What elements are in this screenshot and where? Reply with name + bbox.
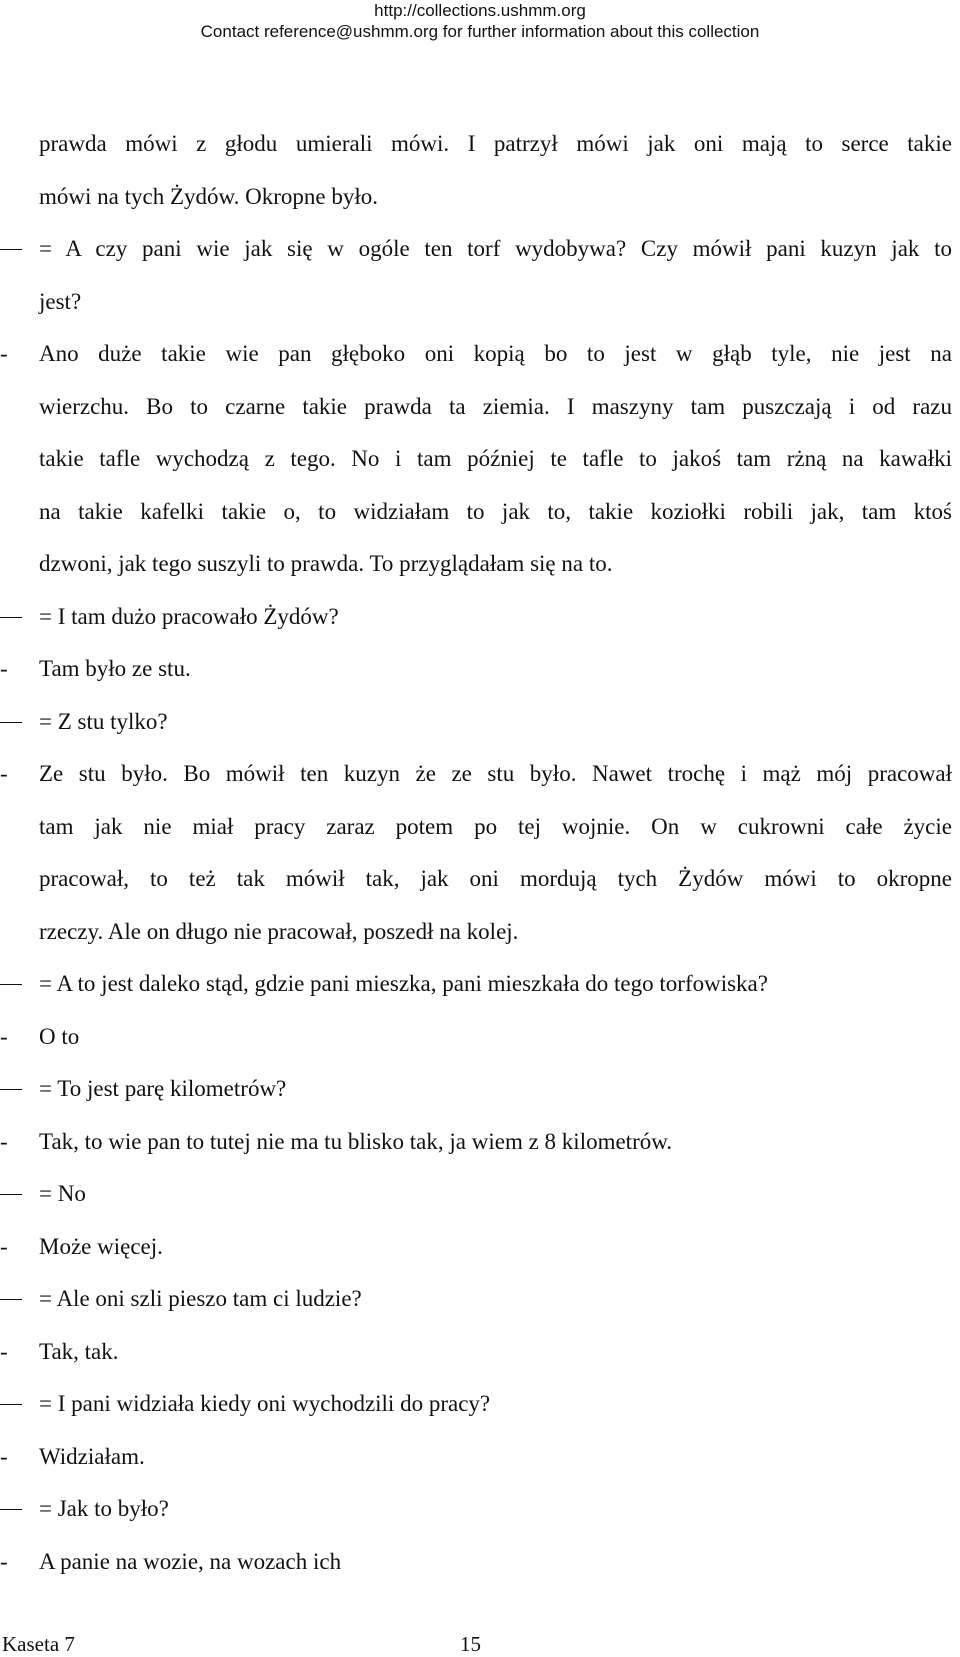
transcript-line bbox=[0, 276, 960, 329]
transcript-body bbox=[0, 118, 960, 1588]
question-dash-marker bbox=[0, 722, 22, 723]
transcript-line bbox=[0, 801, 960, 854]
transcript-line-text: = I tam dużo pracowało Żydów? bbox=[39, 603, 339, 629]
transcript-line-text: = Jak to było? bbox=[39, 1496, 169, 1521]
transcript-line bbox=[0, 223, 960, 276]
answer-dash-marker: - bbox=[0, 341, 8, 366]
transcript-line-text: wierzchu. Bo to czarne takie prawda ta ziemia. I maszyny tam puszczają i od razu bbox=[39, 393, 952, 419]
transcript-line-text: Ano duże takie wie pan głęboko oni kopią bo to jest w głąb tyle, nie jest na bbox=[39, 341, 952, 366]
transcript-line bbox=[0, 1378, 960, 1431]
transcript-line-text: dzwoni, jak tego suszyli to prawda. To przyglądałam się na to. bbox=[39, 551, 613, 576]
transcript-line bbox=[0, 643, 960, 696]
transcript-line bbox=[0, 328, 960, 381]
transcript-line-text: Tak, to wie pan to tutej nie ma tu blisko tak, ja wiem z 8 kilometrów. bbox=[39, 1128, 673, 1154]
transcript-line bbox=[0, 538, 960, 591]
transcript-line bbox=[0, 433, 960, 486]
transcript-line bbox=[0, 1326, 960, 1379]
transcript-line bbox=[0, 486, 960, 539]
transcript-line-text: na takie kafelki takie o, to widziałam to jak to, takie koziołki robili jak, tam ktoś bbox=[39, 498, 952, 524]
transcript-line-text: takie tafle wychodzą z tego. No i tam później te tafle to jakoś tam rżną na kawałki bbox=[39, 446, 952, 471]
transcript-line bbox=[0, 1431, 960, 1484]
transcript-line-text: = To jest parę kilometrów? bbox=[39, 1076, 287, 1101]
transcript-line bbox=[0, 118, 960, 171]
tape-label: Kaseta 7 bbox=[2, 1632, 75, 1656]
transcript-line bbox=[0, 1116, 960, 1169]
transcript-line-text: A panie na wozie, na wozach ich bbox=[39, 1548, 342, 1574]
answer-dash-marker: - bbox=[0, 761, 8, 786]
question-dash-marker bbox=[0, 1299, 22, 1300]
transcript-line bbox=[0, 958, 960, 1011]
transcript-line-text: Widziałam. bbox=[39, 1443, 145, 1469]
transcript-line-text: tam jak nie miał pracy zaraz potem po tej wojnie. On w cukrowni całe życie bbox=[39, 813, 952, 839]
answer-dash-marker: - bbox=[0, 1338, 8, 1364]
transcript-line-text: Tak, tak. bbox=[39, 1338, 119, 1364]
question-dash-marker bbox=[0, 1404, 22, 1405]
transcript-line-text: Może więcej. bbox=[39, 1233, 163, 1259]
transcript-line bbox=[0, 696, 960, 749]
question-dash-marker bbox=[0, 1089, 22, 1090]
transcript-line-text: = I pani widziała kiedy oni wychodzili do pracy? bbox=[39, 1391, 491, 1416]
transcript-line-text: O to bbox=[39, 1023, 80, 1049]
question-dash-marker bbox=[0, 617, 22, 618]
transcript-line-text: mówi na tych Żydów. Okropne było. bbox=[39, 183, 378, 209]
question-dash-marker bbox=[0, 984, 22, 985]
question-dash-marker bbox=[0, 249, 22, 250]
transcript-line bbox=[0, 1273, 960, 1326]
transcript-line bbox=[0, 1221, 960, 1274]
answer-dash-marker: - bbox=[0, 1128, 8, 1154]
transcript-line-text: = Z stu tylko? bbox=[39, 708, 168, 734]
transcript-line-text: rzeczy. Ale on długo nie pracował, poszedł na kolej. bbox=[39, 918, 519, 944]
transcript-line bbox=[0, 1536, 960, 1589]
transcript-line bbox=[0, 748, 960, 801]
contact-notice: Contact reference@ushmm.org for further information about this collection bbox=[200, 22, 760, 41]
page-number: 15 bbox=[460, 1632, 481, 1656]
answer-dash-marker: - bbox=[0, 1233, 8, 1259]
collection-url: http://collections.ushmm.org bbox=[374, 1, 586, 20]
transcript-line-text: pracował, to też tak mówił tak, jak oni mordują tych Żydów mówi to okropne bbox=[39, 866, 952, 891]
transcript-line bbox=[0, 1063, 960, 1116]
transcript-line bbox=[0, 171, 960, 224]
answer-dash-marker: - bbox=[0, 1023, 8, 1049]
transcript-line bbox=[0, 591, 960, 644]
question-dash-marker bbox=[0, 1194, 22, 1195]
answer-dash-marker: - bbox=[0, 1443, 8, 1469]
transcript-line bbox=[0, 1168, 960, 1221]
transcript-line bbox=[0, 1483, 960, 1536]
transcript-line bbox=[0, 381, 960, 434]
transcript-line-text: Ze stu było. Bo mówił ten kuzyn że ze stu było. Nawet trochę i mąż mój pracował bbox=[39, 761, 952, 786]
transcript-line bbox=[0, 1011, 960, 1064]
transcript-line-text: = Ale oni szli pieszo tam ci ludzie? bbox=[39, 1286, 362, 1311]
transcript-line-text: = A czy pani wie jak się w ogóle ten torf wydobywa? Czy mówił pani kuzyn jak to bbox=[39, 236, 952, 261]
transcript-line-text: = A to jest daleko stąd, gdzie pani mieszka, pani mieszkała do tego torfowiska? bbox=[39, 971, 768, 996]
transcript-line-text: Tam było ze stu. bbox=[39, 656, 191, 681]
transcript-line-text: jest? bbox=[39, 288, 82, 314]
transcript-line-text: prawda mówi z głodu umierali mówi. I patrzył mówi jak oni mają to serce takie bbox=[39, 131, 952, 156]
question-dash-marker bbox=[0, 1509, 22, 1510]
transcript-line bbox=[0, 853, 960, 906]
transcript-line bbox=[0, 906, 960, 959]
answer-dash-marker: - bbox=[0, 656, 8, 681]
answer-dash-marker: - bbox=[0, 1548, 8, 1574]
collection-header bbox=[0, 0, 960, 42]
transcript-line-text: = No bbox=[39, 1181, 86, 1206]
